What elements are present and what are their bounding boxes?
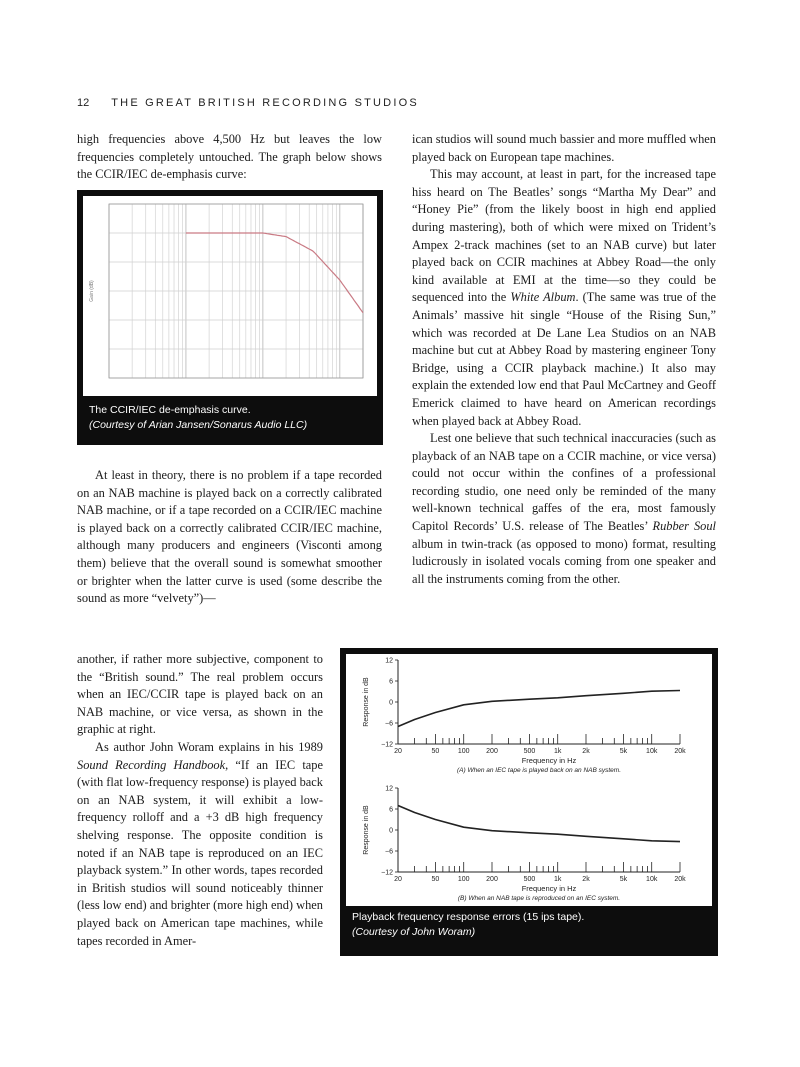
right-p1: ican studios will sound much bassier and more muffled when played back on European tape machines. [412,132,716,164]
y-tick-label: 0 [389,699,393,707]
left-p3-a: As author John Woram explains in his 1989 [95,739,323,754]
response-curve [398,691,680,727]
right-p3 [412,430,716,588]
x-tick-label: 200 [486,876,498,883]
figure1-caption [89,403,307,433]
right-p3-album-title: Rubber Soul [652,519,717,534]
x-tick-label: 2k [582,748,590,755]
x-tick-label: 20 [394,876,402,883]
x-tick-label: 20k [674,748,686,755]
right-p2-a: This may account, at least in part, for the increased tape hiss heard on The Beatles’ songs “Martha My Dear” and “Honey Pie” (from the likely boost in high end applied during mastering), both of which were mixed on Trident’s Ampex 2-track machines (set to an NAB curve) but later played back on CCIR machines at Abbey Road—the only kind available at EMI at the time—so they could be sequenced into the [412,167,716,305]
running-head [77,97,419,109]
x-tick-label: 1k [554,748,562,755]
y-tick-label: −12 [381,869,393,877]
figure-playback-errors [340,648,718,956]
x-tick-label: 1k [554,876,562,883]
x-tick-label: 2k [582,876,590,883]
figure2-caption-text: Playback frequency response errors (15 ips tape). [352,911,585,923]
left-p3 [77,739,323,950]
x-tick-label: 50 [431,876,440,883]
right-p3-a: Lest one believe that such technical inaccuracies (such as playback of an NAB tape on a CCIR machine, or vice versa) could not occur within the confines of a professional recording studio, one need only be reminded of the many well-known technical gaffes of the era, most famously Capitol Records’ U.S. release of The Beatles’ [412,431,716,534]
panel-subtitle: (A) When an IEC tape is played back on an NAB system. [456,767,622,774]
right-p2-b: . (The same was true of the Animals’ massive hit single “House of the Rising Sun,” which was recorded at De Lane Lea Studios on an NAB machine but cut at Abbey Road by mastering engineer Tony Bridge, using a CCIR playback machine.) It also may explain the extended low end that Paul McCartney and Geoff Emerick claimed to have heard on American recordings when played back at Abbey Road. [412,290,717,428]
x-tick-label: 5k [619,748,628,755]
x-tick-label: 5k [619,876,628,883]
y-tick-label: 12 [385,657,393,665]
figure2-credit: (Courtesy of John Woram) [352,926,476,938]
figure1-credit: (Courtesy of Arian Jansen/Sonarus Audio LLC) [89,419,308,431]
right-p2 [412,166,716,430]
x-tick-label: 100 [457,748,470,755]
page-number: 12 [77,97,90,109]
y-tick-label: 12 [385,785,393,793]
right-p3-b: album in twin-track (as opposed to mono) format, resulting ludicrously in isolated vocals coming from one speaker and all the instruments coming from the other. [412,536,716,586]
x-tick-label: 20k [674,876,686,883]
x-tick-label: 200 [486,748,498,755]
y-tick-label: 6 [389,678,393,686]
right-column [412,131,716,588]
y-tick-label: 0 [389,827,393,835]
left-paragraph-2 [77,467,382,608]
x-tick-label: 10k [646,748,658,755]
x-tick-label: 50 [431,748,440,755]
panel-subtitle: (B) When an NAB tape is reproduced on an IEC system. [457,895,621,902]
playback-errors-chart [346,654,712,906]
left-p3-b: , “If an IEC tape (with flat low-frequency response) is played back on an NAB system, it will exhibit a low-frequency rolloff and a +3 dB high frequency shelving response. The opposite condition is noted if an NAB tape is reproduced on an IEC playback system.” In other words, tapes recorded in British studios will sound noticeably thinner (less low end) and brighter (more high end) when played back on American tape machines, while tapes recorded in Amer- [77,757,323,948]
x-tick-label: 10k [646,876,658,883]
x-axis-label: Frequency in Hz [521,884,577,893]
x-tick-label: 500 [523,748,536,755]
response-curve [398,806,680,842]
y-tick-label: 6 [389,806,393,814]
y-tick-label: −12 [381,741,393,749]
y-axis-label: Gain (dB) [89,280,95,302]
y-axis-label: Response in dB [363,805,370,855]
deemphasis-chart [83,196,377,396]
running-title: THE GREAT BRITISH RECORDING STUDIOS [111,97,419,109]
y-tick-label: −6 [385,720,393,728]
y-axis-label: Response in dB [363,677,370,727]
figure2-caption [352,910,584,940]
x-tick-label: 500 [523,876,536,883]
left-p2b: another, if rather more subjective, component to the “British sound.” The real problem occurs when an IEC/CCIR tape is played back on an NAB machine, or vice versa, as shown in the graphic at right. [77,652,323,737]
figure1-caption-text: The CCIR/IEC de-emphasis curve. [89,404,251,416]
right-p2-album-title: White Album [510,290,576,305]
figure-deemphasis [77,190,383,445]
left-paragraph-1 [77,131,382,184]
x-tick-label: 20 [394,748,402,755]
left-p1: high frequencies above 4,500 Hz but leaves the low frequencies completely untouched. The graph below shows the CCIR/IEC de-emphasis curve: [77,132,382,182]
x-tick-label: 100 [457,876,470,883]
playback-errors-plots [346,654,712,906]
deemphasis-plot [83,196,377,396]
left-p3-book-title: Sound Recording Handbook [77,757,226,772]
x-axis-label: Frequency in Hz [521,756,577,765]
left-narrow-column [77,651,323,950]
y-tick-label: −6 [385,848,393,856]
left-p2: At least in theory, there is no problem if a tape recorded on an NAB machine is played back on a correctly calibrated NAB machine, or if a tape recorded on a CCIR/IEC machine is played back on a correctly calibrated CCIR/IEC machine, although many producers and engineers (Visconti among them) believe that the overall sound is somewhat smoother or brighter when the latter curve is used (some describe the sound as more “velvety”)— [77,468,382,606]
